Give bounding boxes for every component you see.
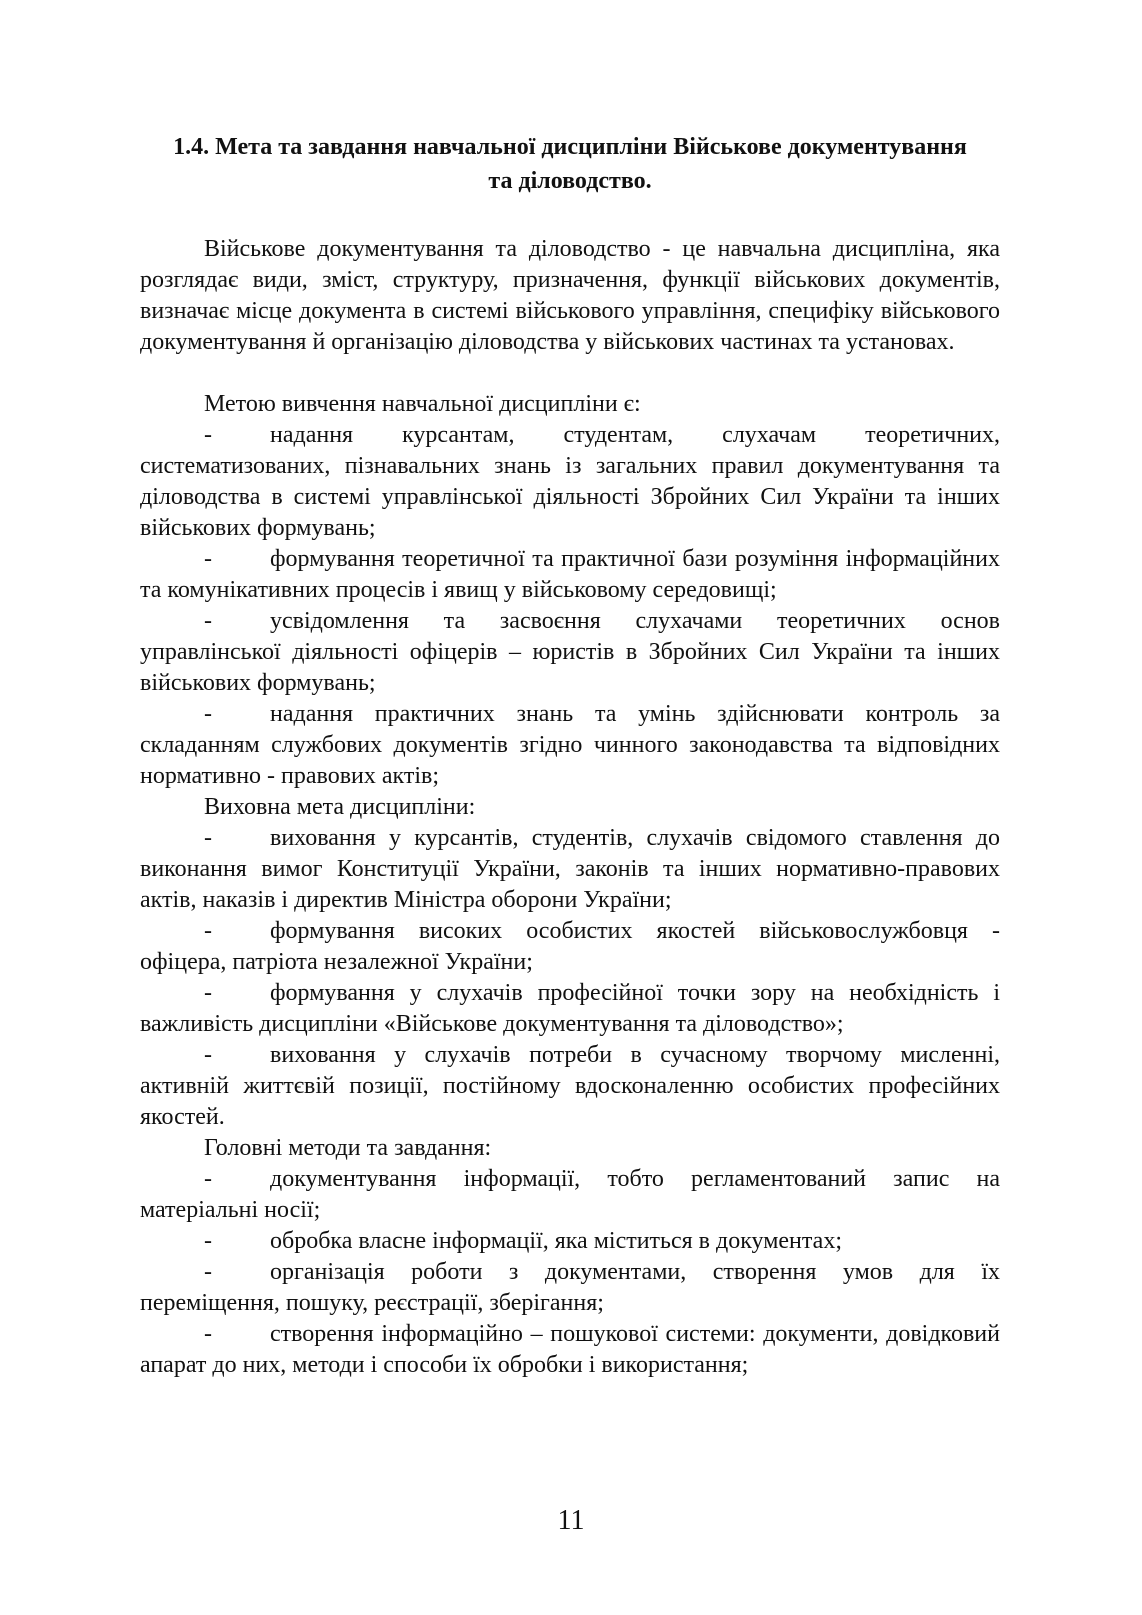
list-dash: -	[204, 918, 212, 944]
list-item	[140, 544, 1000, 606]
list-item-text: організація роботи з документами, створення умов для їх переміщення, пошуку, реєстрації, зберігання;	[140, 1259, 1000, 1316]
list-item	[140, 1226, 1000, 1257]
list-item-text: обробка власне інформації, яка міститься в документах;	[270, 1228, 843, 1254]
list-item	[140, 1164, 1000, 1226]
list-item-text: створення інформаційно – пошукової системи: документи, довідковий апарат до них, методи і способи їх обробки і використання;	[140, 1321, 1000, 1378]
goal-label: Метою вивчення навчальної дисципліни є:	[204, 391, 641, 417]
list-dash: -	[204, 1166, 212, 1192]
list-dash: -	[204, 1321, 212, 1347]
list-item-text: формування високих особистих якостей військовослужбовця - офіцера, патріота незалежної України;	[140, 918, 1000, 975]
list-item	[140, 1257, 1000, 1319]
list-item-text: виховання у курсантів, студентів, слухачів свідомого ставлення до виконання вимог Конституції України, законів та інших нормативно-правових актів, наказів і директив Міністра оборони України;	[140, 825, 1000, 913]
list-item-text: документування інформації, тобто регламентований запис на матеріальні носії;	[140, 1166, 1000, 1223]
list-dash: -	[204, 980, 212, 1006]
section-heading	[140, 130, 1000, 198]
list-item	[140, 1319, 1000, 1381]
list-item-text: виховання у слухачів потреби в сучасному творчому мисленні, активній життєвій позиції, постійному вдосконаленню особистих професійних якостей.	[140, 1042, 1000, 1130]
intro-paragraph: Військове документування та діловодство - це навчальна дисципліна, яка розглядає види, зміст, структуру, призначення, функції військових документів, визначає місце документа в системі військового управління, специфіку військового документування й організацію діловодства у військових частинах та установах.	[140, 236, 1000, 355]
list-item-text: усвідомлення та засвоєння слухачами теоретичних основ управлінської діяльності офіцерів – юристів в Збройних Сил України та інших військових формувань;	[140, 608, 1000, 696]
list-item	[140, 420, 1000, 544]
list-item	[140, 1040, 1000, 1133]
list-item-text: формування теоретичної та практичної бази розуміння інформаційних та комунікативних процесів і явищ у військовому середовищі;	[140, 546, 1000, 603]
list-item	[140, 606, 1000, 699]
list-dash: -	[204, 825, 212, 851]
list-item	[140, 916, 1000, 978]
paragraph-gap	[140, 358, 1000, 389]
list-dash: -	[204, 422, 212, 448]
page-number: 11	[557, 1505, 585, 1536]
section-heading-line-2: та діловодство.	[488, 168, 652, 194]
list-dash: -	[204, 701, 212, 727]
list-item	[140, 823, 1000, 916]
section-heading-line-1: 1.4. Мета та завдання навчальної дисципліни Військове документування	[173, 134, 967, 160]
list-item	[140, 978, 1000, 1040]
list-item-text: формування у слухачів професійної точки зору на необхідність і важливість дисципліни «Військове документування та діловодство»;	[140, 980, 1000, 1037]
list-dash: -	[204, 546, 212, 572]
list-item	[140, 699, 1000, 792]
educational-label: Виховна мета дисципліни:	[204, 794, 476, 820]
page-content	[140, 130, 1000, 1381]
methods-label: Головні методи та завдання:	[204, 1135, 492, 1161]
list-dash: -	[204, 608, 212, 634]
list-dash: -	[204, 1228, 212, 1254]
list-dash: -	[204, 1042, 212, 1068]
list-item-text: надання курсантам, студентам, слухачам теоретичних, систематизованих, пізнавальних знань із загальних правил документування та діловодства в системі управлінської діяльності Збройних Сил України та інших військових формувань;	[140, 422, 1000, 541]
list-dash: -	[204, 1259, 212, 1285]
list-item-text: надання практичних знань та умінь здійснювати контроль за складанням службових документів згідно чинного законодавства та відповідних нормативно - правових актів;	[140, 701, 1000, 789]
